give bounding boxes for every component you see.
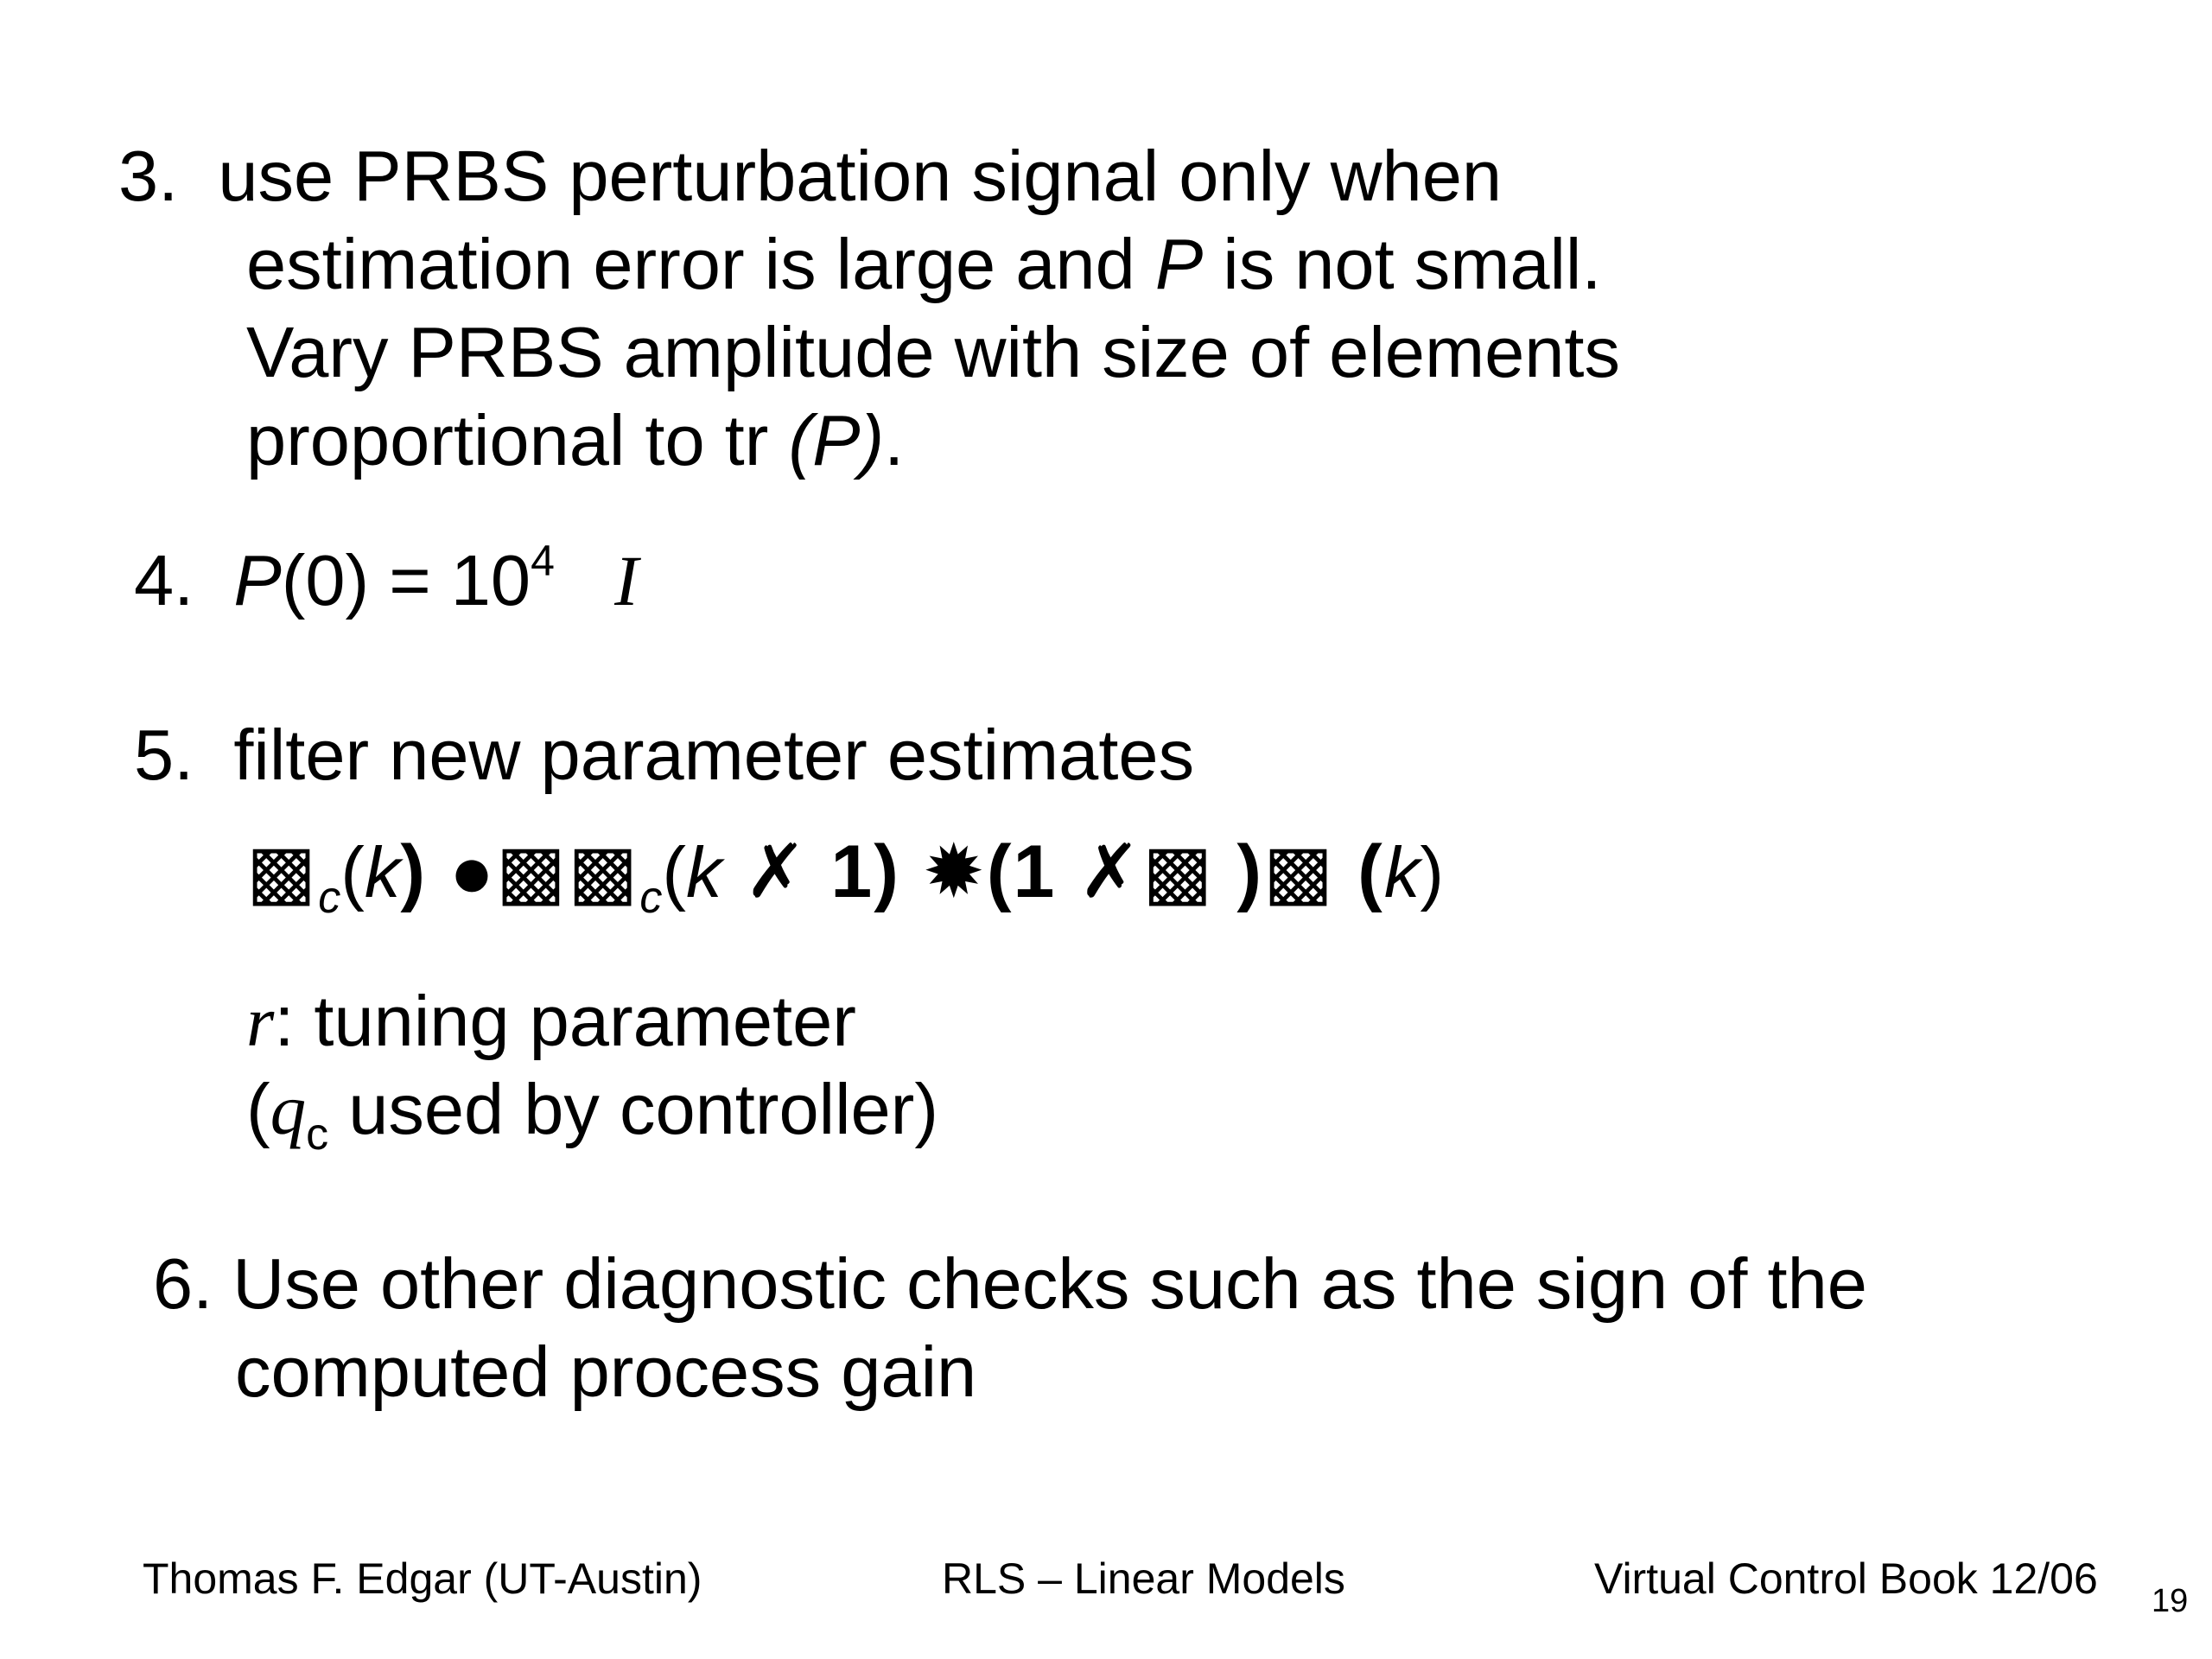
controller-usage-text: used by controller) — [328, 1069, 938, 1149]
equation-subscript: c — [318, 873, 341, 923]
item-3-text-line-1: use PRBS perturbation signal only when — [218, 136, 1503, 216]
footer-book: Virtual Control Book 12/06 — [1594, 1554, 2098, 1603]
equation-symbol: ) — [1420, 832, 1444, 912]
item-3-text-line-4b: . — [884, 400, 905, 480]
item-4-variable: P — [233, 540, 282, 620]
item-3-text-line-3: Vary PRBS amplitude with size of elements — [246, 312, 1620, 392]
equation-variable: k — [1383, 832, 1421, 912]
item-5-text: filter new parameter estimates — [233, 715, 1195, 795]
variable-q: q — [270, 1070, 307, 1149]
item-3-number: 3. — [118, 136, 179, 216]
equation-variable: k — [364, 832, 401, 912]
page-number: 19 — [2152, 1583, 2189, 1619]
variable-p: P — [1154, 224, 1204, 304]
equation-symbol: ( — [340, 832, 365, 912]
variable-r: r — [246, 982, 275, 1061]
item-5-number: 5. — [134, 715, 194, 795]
item-3-text-line-4a: proportional to tr — [246, 400, 789, 480]
item-4-expression: (0) = 10 — [281, 540, 531, 620]
item-6-line-2 — [235, 1332, 977, 1412]
q-subscript: c — [306, 1109, 329, 1160]
item-3-line-2 — [246, 224, 1602, 304]
trace-argument: (P) — [788, 400, 885, 480]
equation-variable: k — [686, 832, 722, 912]
tuning-parameter-text: : tuning parameter — [274, 981, 856, 1061]
item-4-number: 4. — [134, 540, 194, 620]
item-4-exponent: 4 — [531, 537, 555, 585]
footer-author: Thomas F. Edgar (UT-Austin) — [143, 1554, 702, 1603]
equation-symbol: ✗ 1) ✹(1 ✗▩ )▩ ( — [721, 830, 1384, 913]
item-6-text-line-1: Use other diagnostic checks such as the sign of the — [232, 1243, 1867, 1324]
filter-equation — [246, 830, 1444, 923]
controller-usage-line — [246, 1069, 938, 1160]
item-4 — [134, 537, 639, 620]
paren-open: ( — [246, 1069, 270, 1149]
tuning-parameter-line — [246, 981, 856, 1061]
item-3-line-3 — [246, 312, 1620, 392]
equation-symbol: ) ●▩▩ — [400, 830, 640, 913]
item-5 — [134, 715, 1195, 795]
footer-title: RLS – Linear Models — [942, 1554, 1345, 1603]
item-6-line-1 — [153, 1243, 1867, 1324]
item-6-text-line-2: computed process gain — [235, 1332, 977, 1412]
item-3-text-line-2a: estimation error is large and — [246, 224, 1155, 304]
identity-matrix: I — [614, 541, 639, 620]
item-3-text-line-2b: is not small. — [1203, 224, 1602, 304]
item-3-line-4 — [246, 400, 905, 480]
equation-symbol: ▩ — [246, 830, 319, 913]
item-6-number: 6. — [153, 1243, 213, 1324]
equation-symbol: ( — [662, 832, 687, 912]
item-3-line-1 — [118, 136, 1503, 216]
equation-subscript: c — [639, 873, 663, 923]
